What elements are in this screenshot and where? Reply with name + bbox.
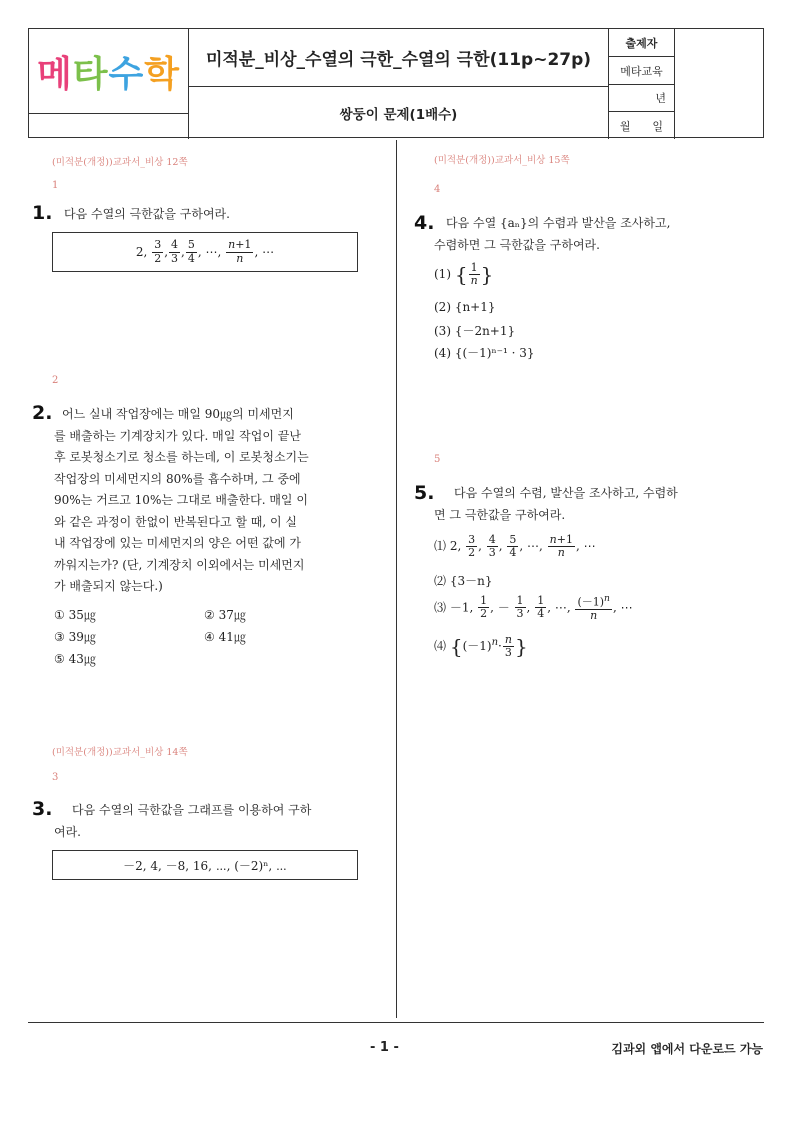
logo	[37, 46, 180, 97]
q2-line: 까워지는가? (단, 기계장치 이외에서는 미세먼지	[54, 557, 305, 572]
q5-line: 다음 수열의 수렴, 발산을 조사하고, 수렴하	[454, 486, 678, 500]
q4-index: 4	[434, 184, 441, 195]
q4-item-1: (1) { $\frac{1}{n}$ }	[434, 261, 494, 288]
year-label: 년	[609, 85, 675, 112]
q5-item-3-label: ⑶ －1,	[434, 600, 474, 615]
q4-text	[434, 213, 744, 256]
q3-line: 다음 수열의 극한값을 그래프를 이용하여 구하	[72, 803, 312, 817]
q5-item-1: ⑴ 2, $\frac{3}{2}$ , $\frac{4}{3}$ , $\frac{5}{4}$ , ⋯, $\frac{n+1}{n}$ , ⋯	[434, 533, 596, 560]
q2-index: 2	[52, 375, 59, 386]
q2-option-3[interactable]: ③ 39㎍	[54, 630, 96, 644]
logo-char: 학	[144, 53, 181, 95]
q5-item-4-label: ⑷	[434, 639, 447, 654]
logo-char: 타	[72, 53, 109, 95]
q3-index: 3	[52, 772, 59, 783]
author-label: 출제자	[609, 29, 675, 57]
q3-text	[54, 800, 362, 843]
q4-line: 다음 수열 {aₙ}의 수렴과 발산을 조사하고,	[446, 216, 671, 230]
page-number: - 1 -	[370, 1040, 399, 1055]
q2-line: 가 배출되지 않는다.)	[54, 579, 163, 593]
q4-number: 4.	[414, 212, 435, 234]
footer-line	[28, 1022, 764, 1023]
q1-text: 다음 수열의 극한값을 구하여라.	[64, 207, 230, 221]
q5-number: 5.	[414, 482, 435, 504]
day-label: 일	[652, 119, 664, 133]
logo-char: 수	[108, 53, 145, 95]
q2-option-1[interactable]: ① 35㎍	[54, 608, 96, 622]
month-label: 월	[619, 119, 631, 133]
header-table	[28, 28, 764, 138]
q2-line: 90%는 거르고 10%는 그대로 배출한다. 매일 이	[54, 493, 308, 507]
logo-lower-cell	[29, 114, 189, 139]
q3-number: 3.	[32, 798, 53, 820]
column-divider	[396, 140, 397, 1018]
q3-source: (미적분(개정))교과서_비상 14쪽	[52, 747, 188, 758]
blank-right-cell	[675, 29, 764, 139]
q5-item-2: ⑵ {3－n}	[434, 574, 493, 588]
q2-line: 내 작업장에 있는 미세먼지의 양은 어떤 값에 가	[54, 536, 301, 550]
q1-seq-tail: ⋯	[262, 245, 275, 259]
q2-option-4[interactable]: ④ 41㎍	[204, 630, 246, 644]
footer-note: 김과외 앱에서 다운로드 가능	[611, 1042, 763, 1056]
q2-number: 2.	[32, 402, 53, 424]
logo-cell	[29, 29, 189, 114]
q3-sequence-box: －2, 4, －8, 16, ⋯, (－2)ⁿ, ⋯	[52, 850, 358, 880]
q1-index: 1	[52, 180, 59, 191]
q4-line: 수렴하면 그 극한값을 구하여라.	[434, 237, 600, 252]
q4-item-4: (4) {(－1)ⁿ⁻¹ · 3}	[434, 346, 535, 360]
frac-n1-n: $\frac{n+1}{n}$	[228, 238, 252, 265]
month-day-cell	[609, 112, 675, 139]
document-subtitle: 쌍둥이 문제(1배수)	[189, 87, 609, 139]
q2-line: 어느 실내 작업장에는 매일 90㎍의 미세먼지	[62, 407, 294, 421]
q2-option-2[interactable]: ② 37㎍	[204, 608, 246, 622]
q1-seq-lead: 2,	[135, 245, 148, 259]
frac-4-3: $\frac{4}{3}$	[171, 238, 179, 265]
q5-text	[434, 483, 744, 526]
q4-source: (미적분(개정))교과서_비상 15쪽	[434, 155, 570, 166]
q5-index: 5	[434, 454, 441, 465]
q5-item-4: ⑷ {$(-1)^n\cdot$ $\frac{n}{3}$ }	[434, 633, 528, 660]
q2-line: 후 로봇청소기로 청소를 하는데, 이 로봇청소기는	[54, 450, 309, 464]
q1-source: (미적분(개정))교과서_비상 12쪽	[52, 157, 188, 168]
q2-text	[54, 404, 362, 598]
q1-number: 1.	[32, 202, 53, 224]
q2-option-5[interactable]: ⑤ 43㎍	[54, 652, 96, 666]
frac-5-4: $\frac{5}{4}$	[187, 238, 195, 265]
frac-3-2: $\frac{3}{2}$	[154, 238, 162, 265]
q5-item-3: ⑶ －1, $\frac{1}{2}$ , － $\frac{1}{3}$ , $\frac{1}{4}$ , ⋯, $\frac{(-1)^n}{n}$ , ⋯	[434, 593, 633, 622]
q4-item-2: (2) {n+1}	[434, 300, 496, 314]
q5-item-1-label: ⑴ 2,	[434, 539, 462, 554]
q5-line: 면 그 극한값을 구하여라.	[434, 507, 566, 522]
q2-line: 와 같은 과정이 한없이 반복된다고 할 때, 이 실	[54, 514, 297, 529]
author-value: 메타교육	[609, 57, 675, 85]
q1-sequence-box: 2, $\frac{3}{2}$ , $\frac{4}{3}$ , $\frac{5}{4}$ , ⋯, $\frac{n+1}{n}$ , ⋯	[52, 232, 358, 272]
q4-item-1-label: (1)	[434, 267, 451, 282]
logo-char: 메	[36, 53, 73, 95]
q3-line: 여라.	[54, 824, 81, 839]
q4-item-3: (3) {－2n+1}	[434, 324, 516, 338]
q2-line: 작업장의 미세먼지의 80%를 흡수하며, 그 중에	[54, 471, 301, 486]
document-title: 미적분_비상_수열의 극한_수열의 극한(11p~27p)	[189, 29, 609, 87]
q2-line: 를 배출하는 기계장치가 있다. 매일 작업이 끝난	[54, 428, 301, 443]
